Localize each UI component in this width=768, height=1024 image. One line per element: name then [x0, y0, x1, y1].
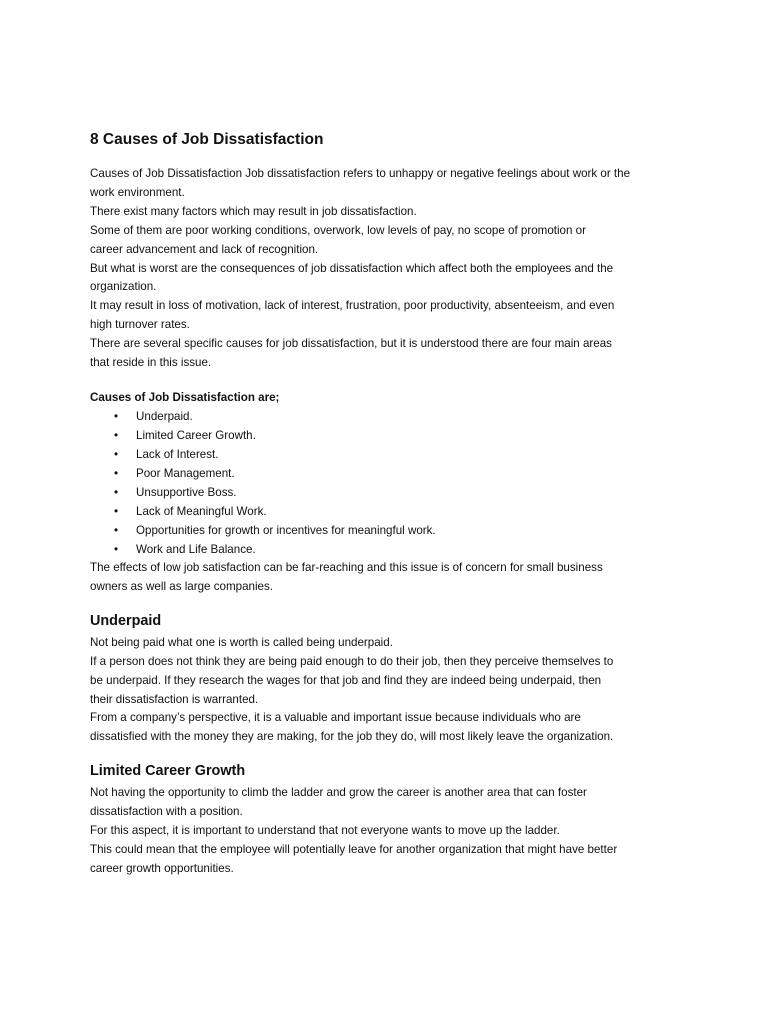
intro-line: Causes of Job Dissatisfaction Job dissatisfaction refers to unhappy or negative feelings about work or the	[90, 167, 631, 180]
intro-block	[90, 165, 690, 373]
bullet-icon: •	[114, 504, 119, 518]
document-title: 8 Causes of Job Dissatisfaction	[90, 131, 324, 148]
document-page	[90, 130, 690, 879]
effects-line: owners as well as large companies.	[90, 579, 274, 593]
section-limited-career-growth	[90, 761, 690, 879]
section-line: If a person does not think they are being paid enough to do their job, then they perceive themselves to	[90, 654, 614, 668]
intro-line: It may result in loss of motivation, lack of interest, frustration, poor productivity, absenteeism, and even	[90, 299, 615, 313]
causes-list	[90, 407, 690, 559]
causes-heading: Causes of Job Dissatisfaction are;	[90, 390, 280, 404]
effects-line: The effects of low job satisfaction can be far-reaching and this issue is of concern for small business	[90, 560, 603, 574]
list-item	[90, 464, 690, 483]
list-item	[90, 426, 690, 445]
list-item-text: Work and Life Balance.	[136, 542, 256, 556]
list-item-text: Poor Management.	[136, 466, 235, 480]
bullet-icon: •	[114, 428, 119, 442]
list-item-text: Opportunities for growth or incentives for meaningful work.	[136, 523, 436, 537]
section-line: This could mean that the employee will potentially leave for another organization that might have better	[90, 842, 618, 856]
section-underpaid	[90, 611, 690, 747]
list-item	[90, 502, 690, 521]
list-item-text: Lack of Meaningful Work.	[136, 504, 267, 518]
bullet-icon: •	[114, 523, 119, 537]
list-item-text: Unsupportive Boss.	[136, 485, 237, 499]
list-item	[90, 540, 690, 559]
bullet-icon: •	[114, 485, 119, 499]
list-item-text: Lack of Interest.	[136, 447, 219, 461]
list-item	[90, 445, 690, 464]
section-line: For this aspect, it is important to understand that not everyone wants to move up the ladder.	[90, 824, 560, 838]
section-line: be underpaid. If they research the wages for that job and find they are indeed being underpaid, then	[90, 673, 602, 687]
list-item	[90, 407, 690, 426]
section-line: their dissatisfaction is warranted.	[90, 692, 259, 706]
bullet-icon: •	[114, 409, 119, 423]
section-line: career growth opportunities.	[90, 861, 234, 875]
list-item-text: Limited Career Growth.	[136, 428, 256, 442]
intro-line: There exist many factors which may result in job dissatisfaction.	[90, 204, 417, 218]
section-line: dissatisfaction with a position.	[90, 805, 243, 819]
intro-line: organization.	[90, 280, 157, 294]
intro-line: that reside in this issue.	[90, 356, 212, 370]
section-heading: Underpaid	[90, 612, 162, 629]
intro-line: career advancement and lack of recognition.	[90, 242, 319, 256]
section-line: Not being paid what one is worth is called being underpaid.	[90, 635, 393, 649]
list-item	[90, 521, 690, 540]
section-line: dissatisfied with the money they are making, for the job they do, will most likely leave the organization.	[90, 730, 614, 744]
intro-line: high turnover rates.	[90, 318, 190, 332]
bullet-icon: •	[114, 466, 119, 480]
section-line: From a company’s perspective, it is a valuable and important issue because individuals who are	[90, 711, 581, 725]
effects-block	[90, 559, 690, 597]
intro-line: But what is worst are the consequences of job dissatisfaction which affect both the employees and the	[90, 261, 614, 275]
bullet-icon: •	[114, 447, 119, 461]
list-item	[90, 483, 690, 502]
list-item-text: Underpaid.	[136, 409, 193, 423]
section-heading: Limited Career Growth	[90, 763, 246, 780]
bullet-icon: •	[114, 542, 119, 556]
intro-line: Some of them are poor working conditions, overwork, low levels of pay, no scope of promotion or	[90, 223, 586, 237]
section-line: Not having the opportunity to climb the ladder and grow the career is another area that can foster	[90, 786, 587, 800]
intro-line: work environment.	[90, 185, 185, 199]
intro-line: There are several specific causes for job dissatisfaction, but it is understood there are four main areas	[90, 337, 612, 351]
